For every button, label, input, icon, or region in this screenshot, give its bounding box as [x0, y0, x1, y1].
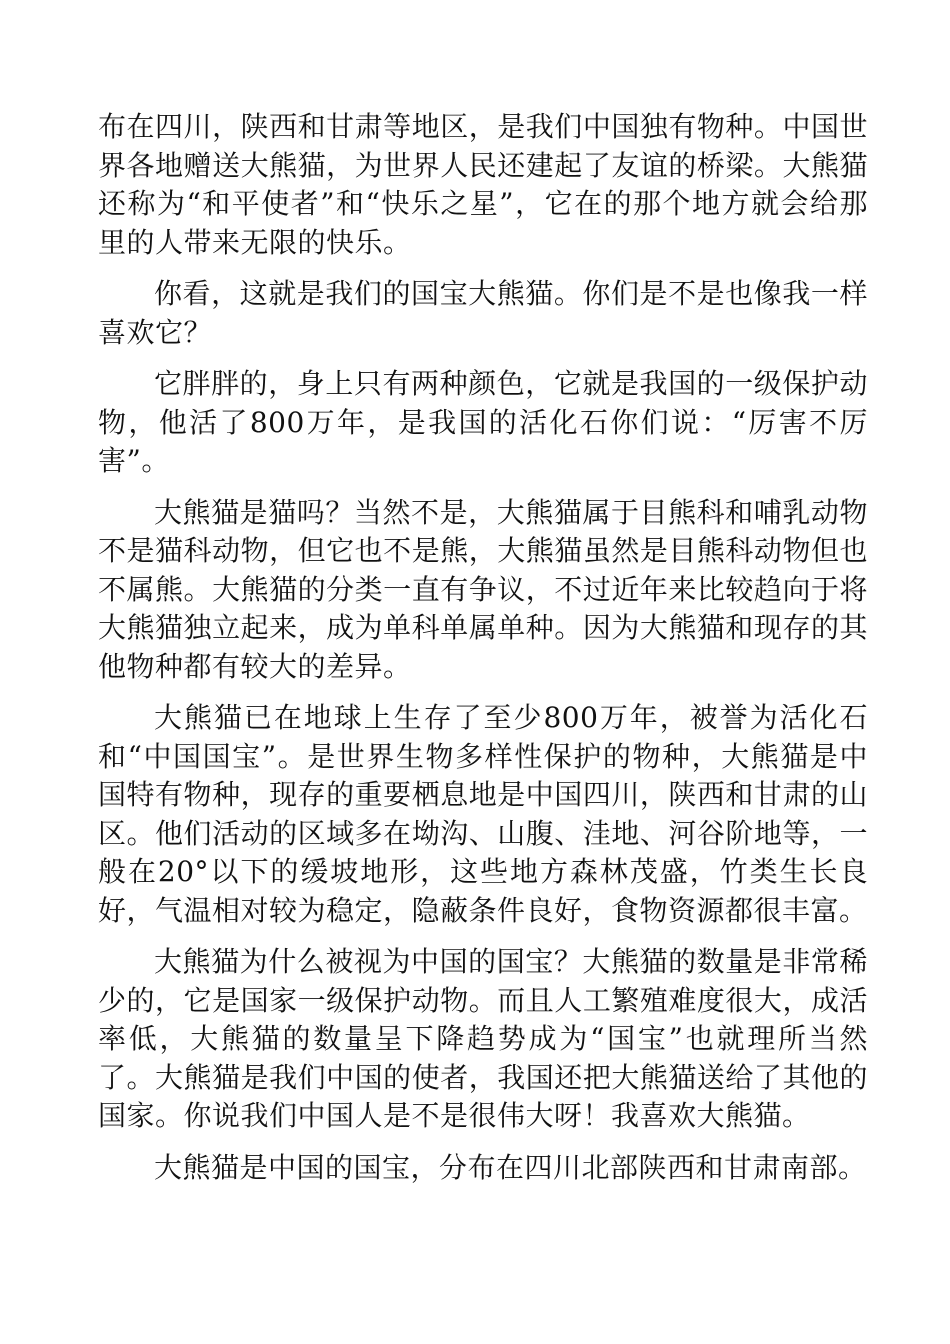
paragraph-3: 它胖胖的，身上只有两种颜色，它就是我国的一级保护动物，他活了800万年，是我国的活化石你们说：“厉害不厉害”。: [98, 367, 868, 477]
paragraph-2: 你看，这就是我们的国宝大熊猫。你们是不是也像我一样喜欢它？: [98, 277, 868, 349]
paragraph-6: 大熊猫为什么被视为中国的国宝？大熊猫的数量是非常稀少的，它是国家一级保护动物。而且人工繁殖难度很大，成活率低，大熊猫的数量呈下降趋势成为“国宝”也就理所当然了。大熊猫是我们中国的使者，我国还把大熊猫送给了其他的国家。你说我们中国人是不是很伟大呀！我喜欢大熊猫。: [98, 945, 868, 1132]
paragraph-5: 大熊猫已在地球上生存了至少800万年，被誉为活化石和“中国国宝”。是世界生物多样性保护的物种，大熊猫是中国特有物种，现存的重要栖息地是中国四川，陕西和甘肃的山区。他们活动的区域多在坳沟、山腹、洼地、河谷阶地等，一般在20°以下的缓坡地形，这些地方森林茂盛，竹类生长良好，气温相对较为稳定，隐蔽条件良好，食物资源都很丰富。: [98, 701, 868, 927]
paragraph-1: 布在四川，陕西和甘肃等地区，是我们中国独有物种。中国世界各地赠送大熊猫，为世界人民还建起了友谊的桥梁。大熊猫还称为“和平使者”和“快乐之星”，它在的那个地方就会给那里的人带来无限的快乐。: [98, 110, 868, 259]
paragraph-7: 大熊猫是中国的国宝，分布在四川北部陕西和甘肃南部。: [154, 1150, 867, 1184]
document-body: [98, 108, 868, 1200]
paragraph-4: 大熊猫是猫吗？当然不是，大熊猫属于目熊科和哺乳动物不是猫科动物，但它也不是熊，大熊猫虽然是目熊科动物但也不属熊。大熊猫的分类一直有争议，不过近年来比较趋向于将大熊猫独立起来，成为单科单属单种。因为大熊猫和现存的其他物种都有较大的差异。: [98, 495, 868, 683]
